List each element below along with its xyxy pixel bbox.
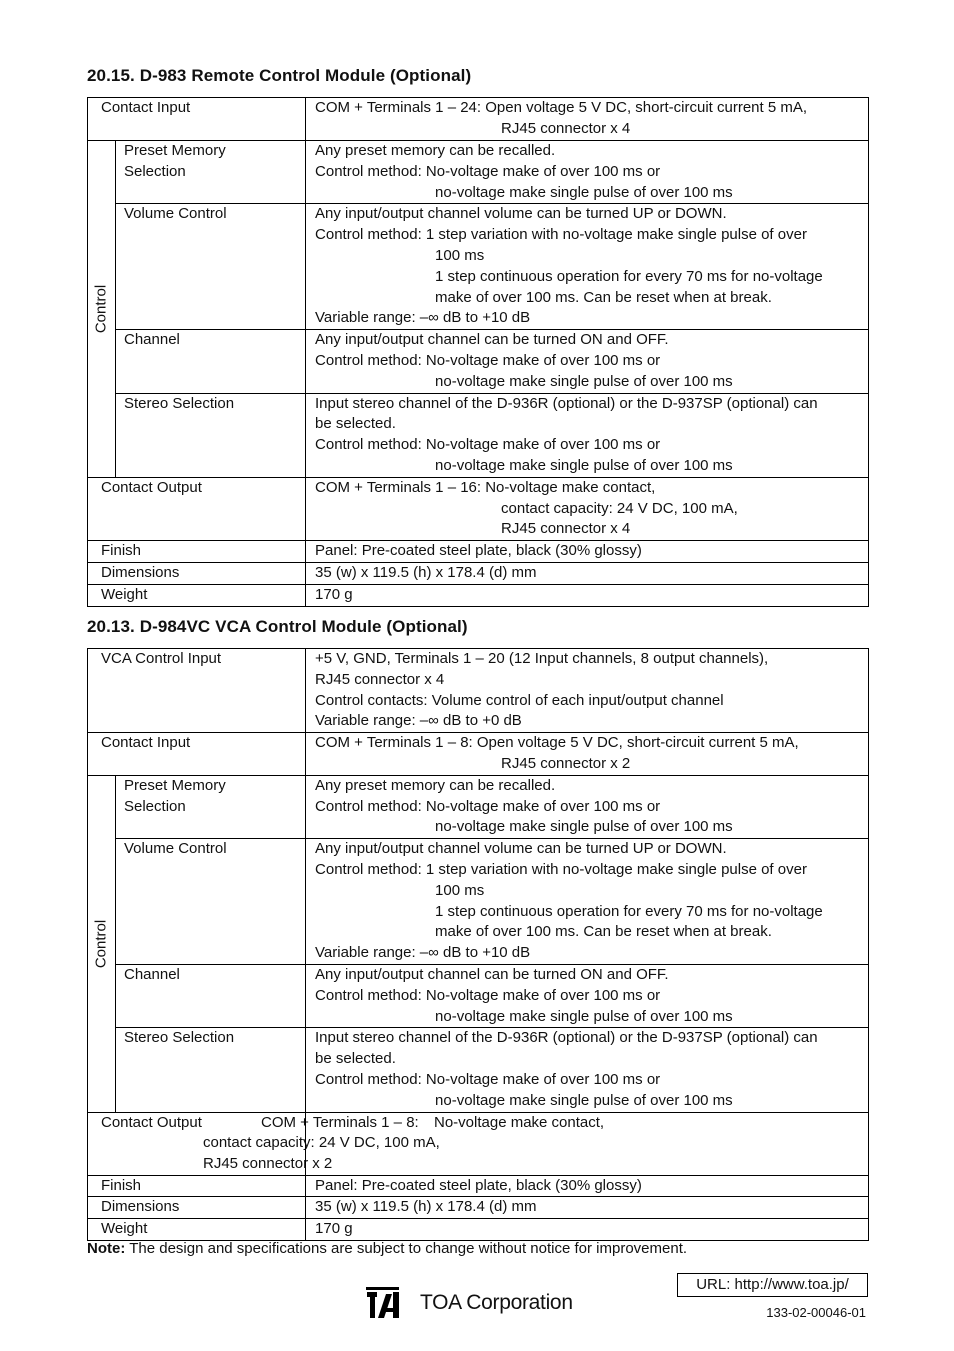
- spec-row-stereo-selection: [88, 393, 869, 477]
- spec-table-d984vc: [87, 648, 869, 1241]
- document-number: 133-02-00046-01: [766, 1305, 866, 1320]
- spec-table-d983: [87, 97, 869, 607]
- spec-row-weight: [88, 1219, 869, 1241]
- row-label: Preset Memory Selection: [116, 141, 306, 204]
- row-label: Weight: [88, 584, 306, 606]
- row-value: Input stereo channel of the D-936R (optional) or the D-937SP (optional) can be selected. Control method: No-voltage make of over 100 ms or no-voltage make single pulse of over 100 ms: [306, 393, 869, 477]
- row-value: Any input/output channel volume can be turned UP or DOWN. Control method: 1 step variation with no-voltage make single pulse of over 100 ms 1 step continuous operation for every 70 ms for no-voltage make of over 100 ms. Can be reset when at break. Variable range: –∞ dB to +10 dB: [306, 839, 869, 965]
- row-value: 35 (w) x 119.5 (h) x 178.4 (d) mm: [306, 1197, 869, 1219]
- footnote-label: Note:: [87, 1240, 126, 1257]
- row-label: Stereo Selection: [116, 393, 306, 477]
- spec-row-contact-output: [88, 1112, 869, 1175]
- row-value: Any preset memory can be recalled. Control method: No-voltage make of over 100 ms or no-voltage make single pulse of over 100 ms: [306, 775, 869, 838]
- row-value: +5 V, GND, Terminals 1 – 20 (12 Input channels, 8 output channels), RJ45 connector x 4 Control contacts: Volume control of each input/output channel Variable range: –∞ dB to +0 dB: [306, 649, 869, 733]
- spec-row-contact-input: [88, 98, 869, 141]
- row-value: 170 g: [306, 584, 869, 606]
- section-heading-d983: 20.15. D-983 Remote Control Module (Optional): [87, 66, 472, 85]
- footnote-text: The design and specifications are subject to change without notice for improvement.: [125, 1240, 688, 1257]
- row-value: Any preset memory can be recalled. Control method: No-voltage make of over 100 ms or no-voltage make single pulse of over 100 ms: [306, 141, 869, 204]
- row-label: VCA Control Input: [88, 649, 306, 733]
- row-label: Preset Memory Selection: [116, 775, 306, 838]
- spec-row-volume-control: [88, 839, 869, 965]
- row-value: Input stereo channel of the D-936R (optional) or the D-937SP (optional) can be selected. Control method: No-voltage make of over 100 ms or no-voltage make single pulse of over 100 ms: [306, 1028, 869, 1112]
- row-value: Panel: Pre-coated steel plate, black (30% glossy): [306, 1175, 869, 1197]
- spec-row-dimensions: [88, 1197, 869, 1219]
- spec-row-finish: [88, 1175, 869, 1197]
- spec-row-stereo-selection: [88, 1028, 869, 1112]
- spec-row-finish: [88, 541, 869, 563]
- row-label: Contact Input: [88, 733, 306, 776]
- control-group-label: Control: [88, 141, 116, 478]
- row-value: COM + Terminals 1 – 24: Open voltage 5 V DC, short-circuit current 5 mA, RJ45 connector x 4: [306, 98, 869, 141]
- row-label: Volume Control: [116, 839, 306, 965]
- spec-row-vca-control-input: [88, 649, 869, 733]
- row-label: Dimensions: [88, 562, 306, 584]
- row-value: 170 g: [306, 1219, 869, 1241]
- row-label: Stereo Selection: [116, 1028, 306, 1112]
- row-label: Finish: [88, 541, 306, 563]
- row-label: Contact Output: [88, 477, 306, 540]
- row-label: Finish: [88, 1175, 306, 1197]
- row-value: COM + Terminals 1 – 8: Open voltage 5 V DC, short-circuit current 5 mA, RJ45 connector x 2: [306, 733, 869, 776]
- spec-row-volume-control: [88, 204, 869, 330]
- spec-row-channel: [88, 964, 869, 1027]
- row-value-capacity: contact capacity: 24 V DC, 100 mA,: [203, 1134, 440, 1152]
- row-value: 35 (w) x 119.5 (h) x 178.4 (d) mm: [306, 562, 869, 584]
- spec-row-weight: [88, 584, 869, 606]
- spec-row-dimensions: [88, 562, 869, 584]
- company-logo: [364, 1286, 573, 1320]
- row-label: Contact Output: [101, 1113, 202, 1131]
- spec-row-contact-input: [88, 733, 869, 776]
- row-value: Any input/output channel can be turned ON and OFF. Control method: No-voltage make of over 100 ms or no-voltage make single pulse of over 100 ms: [306, 330, 869, 393]
- row-value: Any input/output channel volume can be turned UP or DOWN. Control method: 1 step variation with no-voltage make single pulse of over 100 ms 1 step continuous operation for every 70 ms for no-voltage make of over 100 ms. Can be reset when at break. Variable range: –∞ dB to +10 dB: [306, 204, 869, 330]
- company-name: TOA Corporation: [420, 1291, 573, 1314]
- row-label: Channel: [116, 964, 306, 1027]
- row-label: Contact Input: [88, 98, 306, 141]
- footnote: [87, 1240, 687, 1257]
- control-group-label: Control: [88, 775, 116, 1112]
- spec-row-contact-output: [88, 477, 869, 540]
- row-label: Dimensions: [88, 1197, 306, 1219]
- row-value-connector: RJ45 connector x 2: [203, 1155, 333, 1173]
- spec-row-channel: [88, 330, 869, 393]
- url-box: URL: http://www.toa.jp/: [677, 1273, 868, 1297]
- row-label: Volume Control: [116, 204, 306, 330]
- row-value-contact: No-voltage make contact,: [434, 1113, 605, 1131]
- column-divider-line: [305, 1113, 306, 1175]
- row-label: Channel: [116, 330, 306, 393]
- row-value: Panel: Pre-coated steel plate, black (30% glossy): [306, 541, 869, 563]
- spec-row-preset-memory: [88, 775, 869, 838]
- row-value-terminals: COM + Terminals 1 – 8:: [261, 1113, 419, 1131]
- spec-row-preset-memory: [88, 141, 869, 204]
- section-heading-d984vc: 20.13. D-984VC VCA Control Module (Optional): [87, 617, 468, 636]
- row-label: Weight: [88, 1219, 306, 1241]
- toa-logo-icon: [364, 1286, 400, 1320]
- row-value: COM + Terminals 1 – 16: No-voltage make contact, contact capacity: 24 V DC, 100 mA, RJ45 connector x 4: [306, 477, 869, 540]
- row-value: Any input/output channel can be turned ON and OFF. Control method: No-voltage make of over 100 ms or no-voltage make single pulse of over 100 ms: [306, 964, 869, 1027]
- row-contact-output-merged: [88, 1112, 869, 1175]
